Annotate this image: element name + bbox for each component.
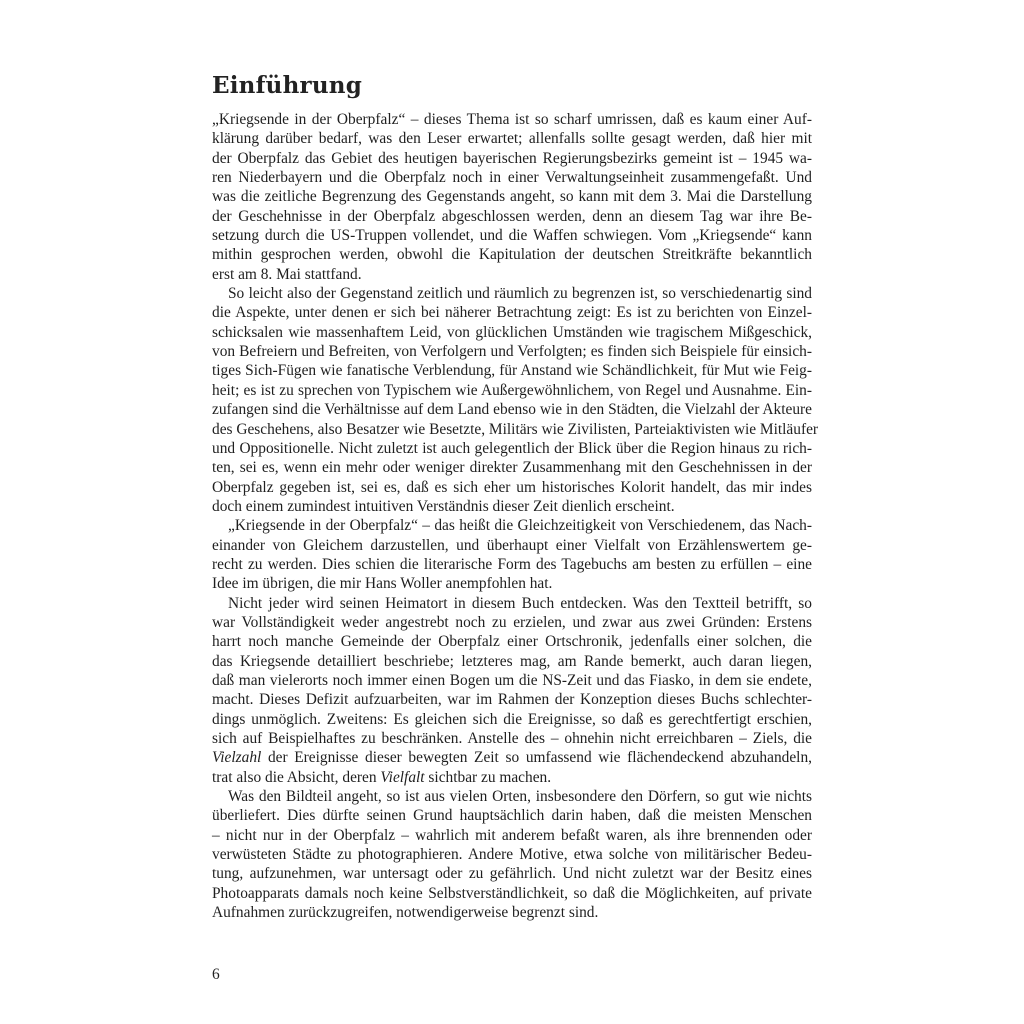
text-segment: Was den Bildteil angeht, so ist aus vielen Orten, insbesondere den Dörfern, so gut wie nichts — [228, 788, 812, 806]
text-line — [212, 632, 812, 651]
text-segment: Aufnahmen zurückzugreifen, notwendigerweise begrenzt sind. — [212, 904, 599, 922]
text-line — [212, 342, 812, 361]
italic-text: Vielzahl — [212, 749, 262, 767]
text-segment: war Vollständigkeit weder angestrebt noch zu erzielen, und zwar aus zwei Gründen: Erstens — [212, 613, 812, 631]
text-line — [212, 613, 812, 632]
italic-text: Vielfalt — [380, 768, 425, 786]
text-segment: Nicht jeder wird seinen Heimatort in diesem Buch entdecken. Was den Textteil betrifft, so — [228, 594, 812, 612]
text-segment: erst am 8. Mai stattfand. — [212, 265, 362, 283]
text-segment: das Kriegsende detailliert beschriebe; letzteres mag, am Rande bemerkt, auch daran liegen, — [212, 652, 812, 670]
text-line — [212, 110, 812, 129]
paragraph — [212, 787, 812, 922]
text-line — [212, 536, 812, 555]
text-segment: Oberpfalz gegeben ist, sei es, daß es sich eher um historisches Kolorit handelt, das mir indes — [212, 478, 812, 496]
text-segment: einander von Gleichem darzustellen, und überhaupt einer Vielfalt von Erzählenswertem ge- — [212, 536, 812, 554]
text-line — [212, 690, 812, 709]
text-line — [212, 574, 812, 593]
text-line — [212, 555, 812, 574]
text-line — [212, 381, 812, 400]
text-line — [212, 497, 812, 516]
text-segment: So leicht also der Gegenstand zeitlich und räumlich zu begrenzen ist, so verschiedenartig sind — [228, 285, 812, 303]
text-segment: „Kriegsende in der Oberpfalz“ – das heißt die Gleichzeitigkeit von Verschiedenem, das Nach- — [228, 517, 812, 535]
text-line — [212, 226, 812, 245]
text-segment: harrt noch manche Gemeinde der Oberpfalz einer Ortschronik, jedenfalls einer solchen, die — [212, 633, 812, 651]
text-line — [212, 400, 812, 419]
text-segment: und Oppositionelle. Nicht zuletzt ist auch gelegentlich der Blick über die Region hinaus zu rich- — [212, 439, 812, 457]
text-line — [212, 806, 812, 825]
text-segment: trat also die Absicht, deren — [212, 768, 381, 786]
text-segment: setzung durch die US-Truppen vollendet, und die Waffen schwiegen. Vom „Kriegsende“ kann — [212, 227, 812, 245]
text-segment: macht. Dieses Defizit aufzuarbeiten, war im Rahmen der Konzeption dieses Buchs schlechter- — [212, 691, 812, 709]
text-segment: Photoapparats damals noch keine Selbstverständlichkeit, so daß die Möglichkeiten, auf private — [212, 884, 812, 902]
text-segment: dings unmöglich. Zweitens: Es gleichen sich die Ereignisse, so daß es gerechtfertigt erschien, — [212, 710, 812, 728]
text-line — [212, 710, 812, 729]
text-line — [212, 245, 812, 264]
text-segment: der Oberpfalz das Gebiet des heutigen bayerischen Regierungsbezirks gemeint ist – 1945 wa- — [212, 149, 812, 167]
text-segment: verwüsteten Städte zu photographieren. Andere Motive, etwa solche von militärischer Bedeu- — [212, 846, 812, 864]
paragraph — [212, 110, 812, 284]
text-line — [212, 187, 812, 206]
text-segment: daß man vielerorts noch immer einen Bogen um die NS-Zeit und das Fiasko, in dem sie endete, — [212, 671, 812, 689]
text-line — [212, 207, 812, 226]
text-segment: von Befreiern und Befreiten, von Verfolgern und Verfolgten; es finden sich Beispiele für einsich- — [212, 343, 812, 361]
text-segment: zufangen sind die Verhältnisse auf dem Land ebenso wie in den Städten, die Vielzahl der Akteure — [212, 401, 812, 419]
body-text — [212, 110, 819, 922]
text-segment: überliefert. Dies dürfte seinen Grund hauptsächlich darin haben, daß die meisten Menschen — [212, 807, 812, 825]
text-segment: des Geschehens, also Besatzer wie Besetzte, Militärs wie Zivilisten, Parteiaktivisten wie Mitläufer — [212, 420, 819, 438]
text-segment: ten, sei es, wenn ein mehr oder weniger direkter Zusammenhang mit den Geschehnissen in der — [212, 459, 812, 477]
text-segment: sich auf Beispielhaftes zu beschränken. Anstelle des – ohnehin nicht erreichbaren – Ziels, die — [212, 730, 812, 747]
text-line — [212, 787, 812, 806]
text-line — [212, 826, 812, 845]
text-line — [212, 768, 812, 787]
text-segment: schicksalen wie massenhaftem Leid, von glücklichen Umständen wie tragischem Mißgeschick, — [212, 323, 812, 341]
text-segment: was die zeitliche Begrenzung des Gegenstands angeht, so kann mit dem 3. Mai die Darstellung — [212, 188, 812, 206]
text-line — [212, 420, 819, 439]
text-line — [212, 652, 812, 671]
text-line — [212, 303, 812, 322]
text-segment: tung, aufzunehmen, war untersagt oder zu gefährlich. Und nicht zuletzt war der Besitz eines — [212, 865, 812, 883]
paragraph — [212, 284, 819, 516]
page-title: Einführung — [212, 72, 362, 99]
text-line — [212, 323, 812, 342]
text-line — [212, 284, 812, 303]
text-line — [212, 845, 812, 864]
text-line — [212, 729, 812, 748]
text-segment: mithin gesprochen werden, obwohl die Kapitulation der deutschen Streitkräfte bekanntlich — [212, 246, 812, 264]
text-line — [212, 265, 812, 284]
text-segment: ren Niederbayern und die Oberpfalz noch in einer Verwaltungseinheit zusammengefaßt. Und — [212, 169, 812, 187]
paragraph — [212, 516, 812, 593]
text-line — [212, 748, 812, 767]
text-line — [212, 864, 812, 883]
text-line — [212, 478, 812, 497]
text-segment: der Ereignisse dieser bewegten Zeit so umfassend wie flächendeckend abzuhandeln, — [261, 749, 812, 767]
text-line — [212, 149, 812, 168]
text-segment: Idee im übrigen, die mir Hans Woller anempfohlen hat. — [212, 575, 553, 593]
text-line — [212, 903, 812, 922]
paragraph — [212, 594, 812, 787]
text-segment: der Geschehnisse in der Oberpfalz abgeschlossen werden, denn an diesem Tag war ihre Be- — [212, 207, 812, 225]
text-line — [212, 671, 812, 690]
text-segment: heit; es ist zu sprechen von Typischem wie Außergewöhnlichem, von Regel und Ausnahme. Ein- — [212, 381, 812, 399]
text-line — [212, 884, 812, 903]
text-segment: die Aspekte, unter denen er sich bei näherer Betrachtung zeigt: Es ist zu berichten von Einzel- — [212, 304, 812, 322]
text-line — [212, 129, 812, 148]
text-line — [212, 516, 812, 535]
text-segment: – nicht nur in der Oberpfalz – wahrlich mit anderem befaßt waren, als ihre brennenden oder — [212, 826, 812, 844]
text-line — [212, 458, 812, 477]
text-line — [212, 439, 812, 458]
text-segment: „Kriegsende in der Oberpfalz“ – dieses Thema ist so scharf umrissen, daß es kaum einer Auf- — [212, 111, 812, 128]
text-line — [212, 594, 812, 613]
text-segment: doch einem zumindest intuitiven Verständnis dieser Zeit dienlich erscheint. — [212, 497, 675, 515]
text-segment: sichtbar zu machen. — [424, 768, 552, 786]
text-line — [212, 361, 812, 380]
text-segment: tiges Sich-Fügen wie fanatische Verblendung, für Anstand wie Schändlichkeit, für Mut wie Feig- — [212, 362, 812, 380]
text-segment: recht zu werden. Dies schien die literarische Form des Tagebuchs am besten zu erfüllen – eine — [212, 555, 812, 573]
page-number: 6 — [212, 966, 220, 983]
text-line — [212, 168, 812, 187]
text-segment: klärung darüber bedarf, was den Leser erwartet; allenfalls sollte gesagt werden, daß hier mit — [212, 130, 812, 148]
